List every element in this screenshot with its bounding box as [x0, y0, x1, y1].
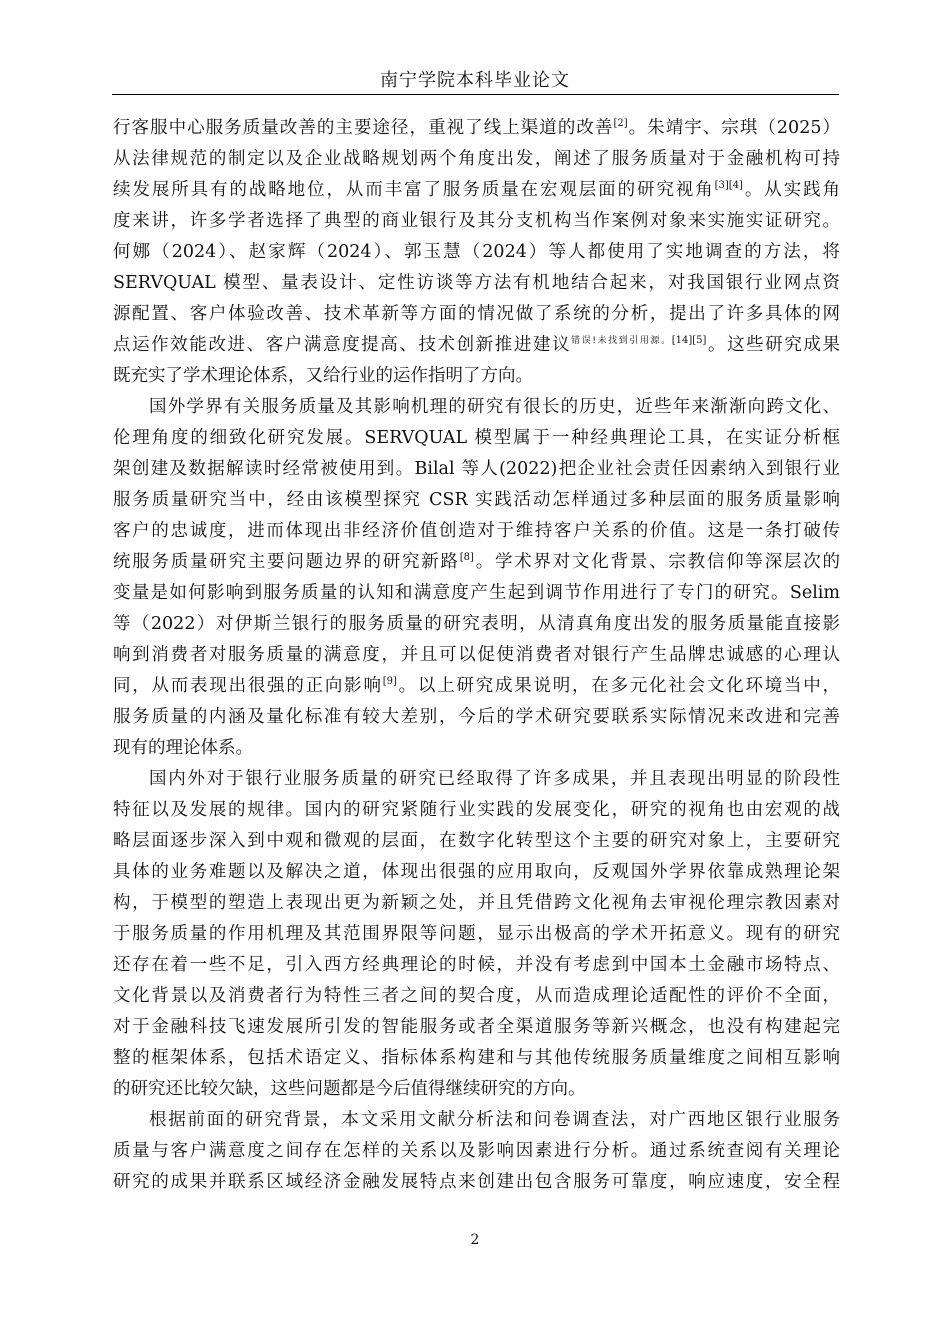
reference-error-note: 错误!未找到引用源。: [571, 336, 672, 347]
text-line: [113, 795, 840, 826]
text-line: [113, 516, 840, 547]
text-line: [113, 702, 840, 733]
text-run: 伦理角度的细致化研究发展。SERVQUAL 模型属于一种经典理论工具，在实证分析框: [113, 428, 840, 448]
text-line: [113, 206, 840, 237]
text-run: 服务质量研究当中，经由该模型探究 CSR 实践活动怎样通过多种层面的服务质量影响: [113, 490, 840, 510]
header-divider: [112, 94, 839, 95]
page-number: 2: [470, 1232, 480, 1248]
text-run: 从法律规范的制定以及企业战略规划两个角度出发，阐述了服务质量对于金融机构可持: [113, 149, 840, 169]
text-run: 现有的理论体系。: [113, 738, 253, 758]
text-run: 研究的成果并联系区域经济金融发展特点来创建出包含服务可靠度，响应速度，安全程: [113, 1172, 840, 1192]
text-run: 同，从而表现出很强的正向影响: [113, 676, 383, 696]
text-line: [113, 113, 840, 144]
text-line: [113, 1074, 840, 1105]
text-run: 既充实了学术理论体系，又给行业的运作指明了方向。: [113, 366, 533, 386]
text-line: [113, 423, 840, 454]
text-run: 行客服中心服务质量改善的主要途径，重视了线上渠道的改善: [113, 118, 614, 138]
text-run: 整的框架体系，包括术语定义、指标体系构建和与其他传统服务质量维度之间相互影响: [113, 1048, 840, 1068]
text-line: [113, 1167, 840, 1198]
citation-ref: [3][4]: [714, 180, 743, 192]
text-line: [113, 671, 840, 702]
text-line: [113, 144, 840, 175]
text-line: [113, 919, 840, 950]
citation-ref: [8]: [459, 552, 474, 564]
text-run: 。学术界对文化背景、宗教信仰等深层次的: [473, 552, 840, 572]
text-run: 质量与客户满意度之间存在怎样的关系以及影响因素进行分析。通过系统查阅有关理论: [113, 1141, 840, 1161]
text-run: 。这些研究成果: [706, 335, 840, 355]
text-run: 的研究还比较欠缺，这些问题都是今后值得继续研究的方向。: [113, 1079, 586, 1099]
text-run: 续发展所具有的战略地位，从而丰富了服务质量在宏观层面的研究视角: [113, 180, 715, 200]
text-line: [113, 268, 840, 299]
text-line: [113, 857, 840, 888]
text-run: 国内外对于银行业服务质量的研究已经取得了许多成果，并且表现出明显的阶段性: [149, 769, 840, 789]
text-line: [113, 299, 840, 330]
text-line: [113, 485, 840, 516]
text-run: 国外学界有关服务质量及其影响机理的研究有很长的历史，近些年来渐渐向跨文化、: [149, 397, 840, 417]
text-run: 服务质量的内涵及量化标准有较大差别，今后的学术研究要联系实际情况来改进和完善: [113, 707, 840, 727]
text-run: 。朱靖宇、宗琪（2025）: [627, 118, 840, 138]
text-run: 度来讲，许多学者选择了典型的商业银行及其分支机构当作案例对象来实施实证研究。: [113, 211, 840, 231]
body-text: [113, 113, 840, 1198]
text-line: [113, 454, 840, 485]
text-line: [113, 330, 840, 361]
text-line: [113, 392, 840, 423]
text-run: 源配置、客户体验改善、技术革新等方面的情况做了系统的分析，提出了许多具体的网: [113, 304, 840, 324]
text-run: 对于金融科技飞速发展所引发的智能服务或者全渠道服务等新兴概念，也没有构建起完: [113, 1017, 840, 1037]
text-run: 略层面逐步深入到中观和微观的层面，在数字化转型这个主要的研究对象上，主要研究: [113, 831, 840, 851]
text-line: [113, 1043, 840, 1074]
citation-ref: [9]: [382, 676, 397, 688]
text-line: [113, 764, 840, 795]
text-run: 何娜（2024）、赵家辉（2024）、郭玉慧（2024）等人都使用了实地调查的方法，将: [113, 242, 840, 262]
text-run: 构，于模型的塑造上表现出更为新颖之处，并且凭借跨文化视角去审视伦理宗教因素对: [113, 893, 840, 913]
text-run: 具体的业务难题以及解决之道，体现出很强的应用取向，反观国外学界依靠成熟理论架: [113, 862, 840, 882]
running-header-title: 南宁学院本科毕业论文: [380, 70, 570, 91]
text-line: [113, 547, 840, 578]
text-run: 响到消费者对服务质量的满意度，并且可以促使消费者对银行产生品牌忠诚感的心理认: [113, 645, 840, 665]
text-line: [113, 175, 840, 206]
text-run: 客户的忠诚度，进而体现出非经济价值创造对于维持客户关系的价值。这是一条打破传: [113, 521, 840, 541]
text-run: 于服务质量的作用机理及其范围界限等问题，显示出极高的学术开拓意义。现有的研究: [113, 924, 840, 944]
text-line: [113, 237, 840, 268]
text-run: 特征以及发展的规律。国内的研究紧随行业实践的发展变化，研究的视角也由宏观的战: [113, 800, 840, 820]
text-line: [113, 981, 840, 1012]
text-run: 。以上研究成果说明，在多元化社会文化环境当中，: [396, 676, 840, 696]
text-line: [113, 950, 840, 981]
text-run: 等（2022）对伊斯兰银行的服务质量的研究表明，从清真角度出发的服务质量能直接影: [113, 614, 840, 634]
text-run: 统服务质量研究主要问题边界的研究新路: [113, 552, 460, 572]
text-run: 还存在着一些不足，引入西方经典理论的时候，并没有考虑到中国本土金融市场特点、: [113, 955, 840, 975]
text-line: [113, 888, 840, 919]
text-run: 架创建及数据解读时经常被使用到。Bilal 等人(2022)把企业社会责任因素纳入到银行业: [113, 459, 840, 479]
text-line: [113, 609, 840, 640]
text-line: [113, 640, 840, 671]
text-run: 变量是如何影响到服务质量的认知和满意度产生起到调节作用进行了专门的研究。Selim: [113, 583, 840, 603]
text-run: 。从实践角: [742, 180, 840, 200]
text-run: 根据前面的研究背景，本文采用文献分析法和问卷调查法，对广西地区银行业服务: [149, 1110, 840, 1130]
text-run: 文化背景以及消费者行为特性三者之间的契合度，从而造成理论适配性的评价不全面，: [113, 986, 840, 1006]
text-line: [113, 578, 840, 609]
text-line: [113, 1012, 840, 1043]
text-line: [113, 361, 840, 392]
citation-ref: [2]: [613, 118, 628, 130]
text-line: [113, 1105, 840, 1136]
text-run: SERVQUAL 模型、量表设计、定性访谈等方法有机地结合起来，对我国银行业网点资: [113, 273, 840, 293]
text-run: 点运作效能改进、客户满意度提高、技术创新推进建议: [113, 335, 572, 355]
text-line: [113, 1136, 840, 1167]
citation-ref: [14][5]: [671, 335, 707, 347]
text-line: [113, 733, 840, 764]
text-line: [113, 826, 840, 857]
